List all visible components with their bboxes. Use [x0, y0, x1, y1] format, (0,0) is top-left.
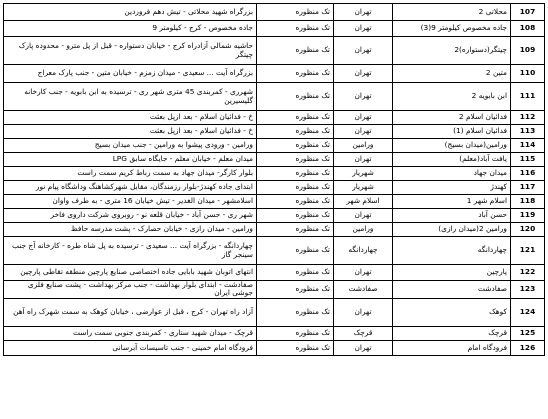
station-name-cell: فرودگاه امام	[393, 340, 511, 355]
city-cell: چهاردانگه	[334, 237, 393, 265]
table-row	[4, 265, 545, 281]
table-row	[4, 237, 545, 265]
city-cell: شهریار	[334, 181, 393, 195]
station-type-cell: تک منظوره	[257, 265, 334, 281]
station-name-cell: ابن بابویه 2	[393, 83, 511, 111]
station-name-cell: کوهک	[393, 298, 511, 326]
row-number-cell: 119	[511, 209, 545, 223]
station-type-cell: تک منظوره	[257, 65, 334, 83]
address-cell: جاده مخصوص - کرج - کیلومتر 9	[4, 21, 257, 37]
station-name-cell: یافت آباد(معلم)	[393, 153, 511, 167]
table-row	[4, 4, 545, 21]
city-cell: ورامین	[334, 139, 393, 153]
station-type-cell: تک منظوره	[257, 37, 334, 65]
row-number-cell: 115	[511, 153, 545, 167]
station-type-cell: تک منظوره	[257, 153, 334, 167]
address-cell: ورامین - ورودی پیشوا به ورامین - جنب میدان بسیج	[4, 139, 257, 153]
address-cell: چهاردانگه - بزرگراه آیت ... سعیدی - ترسیده به پل شاه طره - کارخانه آج جنب سینجر گاز	[4, 237, 257, 265]
station-type-cell: تک منظوره	[257, 237, 334, 265]
station-type-cell: تک منظوره	[257, 181, 334, 195]
city-cell: تهران	[334, 65, 393, 83]
station-name-cell: فدائیان اسلام (1)	[393, 125, 511, 139]
city-cell: تهران	[334, 21, 393, 37]
address-cell: خ - فدائیان اسلام - بعد ازپل بعثت	[4, 111, 257, 125]
city-cell: تهران	[334, 37, 393, 65]
station-type-cell: تک منظوره	[257, 125, 334, 139]
city-cell: تهران	[334, 153, 393, 167]
city-cell: صفادشت	[334, 281, 393, 299]
row-number-cell: 107	[511, 4, 545, 21]
station-type-cell: تک منظوره	[257, 340, 334, 355]
station-name-cell: متین 2	[393, 65, 511, 83]
city-cell: اسلام شهر	[334, 195, 393, 209]
city-cell: تهران	[334, 298, 393, 326]
city-cell: قرچک	[334, 326, 393, 340]
row-number-cell: 109	[511, 37, 545, 65]
address-cell: بزرگراه آیت ... سعیدی - میدان زمزم - خیابان متین - جنب پارک معراج	[4, 65, 257, 83]
row-number-cell: 116	[511, 167, 545, 181]
table-row	[4, 340, 545, 355]
table-row	[4, 37, 545, 65]
row-number-cell: 121	[511, 237, 545, 265]
table-row	[4, 65, 545, 83]
station-type-cell: تک منظوره	[257, 281, 334, 299]
row-number-cell: 111	[511, 83, 545, 111]
station-name-cell: صفادشت	[393, 281, 511, 299]
city-cell: تهران	[334, 265, 393, 281]
city-cell: ورامین	[334, 223, 393, 237]
station-name-cell: پارچین	[393, 265, 511, 281]
station-name-cell: فدائیان اسلام 2	[393, 111, 511, 125]
address-cell: حاشیه شمالی آزادراه کرج - خیابان دستواره - قبل از پل مترو - محدوده پارک چیتگر	[4, 37, 257, 65]
address-cell: بلوار کارگر- میدان جهاد به سمت رباط کریم سمت راست	[4, 167, 257, 181]
table-row	[4, 223, 545, 237]
address-cell: انتهای اتوبان شهید بابایی جاده اختصاصی صنایع پارچین منطقه تقاطی پارچین	[4, 265, 257, 281]
table-row	[4, 281, 545, 299]
city-cell: تهران	[334, 125, 393, 139]
row-number-cell: 118	[511, 195, 545, 209]
station-type-cell: تک منظوره	[257, 167, 334, 181]
address-cell: میدان معلم - خیابان معلم - جایگاه سابق LPG	[4, 153, 257, 167]
station-type-cell: تک منظوره	[257, 83, 334, 111]
station-name-cell: جاده مخصوص کیلومتر 9(3)	[393, 21, 511, 37]
station-type-cell: تک منظوره	[257, 223, 334, 237]
table-row	[4, 298, 545, 326]
city-cell: تهران	[334, 209, 393, 223]
station-type-cell: تک منظوره	[257, 139, 334, 153]
station-name-cell: میدان جهاد	[393, 167, 511, 181]
address-cell: بزرگراه شهید محلاتی - تیش دهم فروردین	[4, 4, 257, 21]
city-cell: تهران	[334, 111, 393, 125]
table-row	[4, 83, 545, 111]
address-cell: شهرری - کمربندی 45 متری شهر ری - ترسیده به ابن بابویه - جنب کارخانه گلیسیرین	[4, 83, 257, 111]
address-cell: خ - فدائیان اسلام - بعد ازپل بعثت	[4, 125, 257, 139]
stations-table	[3, 3, 545, 356]
station-type-cell: تک منظوره	[257, 4, 334, 21]
address-cell: قرچک - میدان شهید ستاری - کمربندی جنوبی سمت راست	[4, 326, 257, 340]
row-number-cell: 114	[511, 139, 545, 153]
station-name-cell: محلاتی 2	[393, 4, 511, 21]
address-cell: آزاد راه تهران - کرج ، قبل از عوارضی ، خیابان کوهک به سمت شهرک راه آهن	[4, 298, 257, 326]
table-row	[4, 139, 545, 153]
table-row	[4, 209, 545, 223]
city-cell: شهریار	[334, 167, 393, 181]
station-name-cell: کهندژ	[393, 181, 511, 195]
row-number-cell: 125	[511, 326, 545, 340]
row-number-cell: 108	[511, 21, 545, 37]
station-name-cell: اسلام شهر 1	[393, 195, 511, 209]
city-cell: تهران	[334, 4, 393, 21]
station-type-cell: تک منظوره	[257, 298, 334, 326]
address-cell: ابتدای جاده کهندژ-بلوار رزمندگان، مقابل شهرکشاهنگ وداشگاه پیام نور	[4, 181, 257, 195]
city-cell: تهران	[334, 83, 393, 111]
table-row	[4, 167, 545, 181]
address-cell: ورامین - میدان رازی - خیابان حصارک - پشت مدرسه حافظ	[4, 223, 257, 237]
table-row	[4, 21, 545, 37]
station-name-cell: چیتگر(دستواره)2	[393, 37, 511, 65]
station-type-cell: تک منظوره	[257, 209, 334, 223]
address-cell: فرودگاه امام خمینی - جنب تاسیسات آبرسانی	[4, 340, 257, 355]
station-name-cell: ورامین 2(میدان رازی)	[393, 223, 511, 237]
stations-table-body	[4, 4, 545, 356]
city-cell: تهران	[334, 340, 393, 355]
table-row	[4, 153, 545, 167]
row-number-cell: 110	[511, 65, 545, 83]
row-number-cell: 122	[511, 265, 545, 281]
row-number-cell: 113	[511, 125, 545, 139]
row-number-cell: 112	[511, 111, 545, 125]
table-row	[4, 111, 545, 125]
table-row	[4, 195, 545, 209]
station-type-cell: تک منظوره	[257, 326, 334, 340]
row-number-cell: 124	[511, 298, 545, 326]
station-name-cell: ورامین(میدان بسیج)	[393, 139, 511, 153]
row-number-cell: 126	[511, 340, 545, 355]
table-row	[4, 125, 545, 139]
station-type-cell: تک منظوره	[257, 195, 334, 209]
address-cell: اسلامشهر - میدان الغدیر - تیش خیابان 16 متری - به طرف واوان	[4, 195, 257, 209]
address-cell: صفادشت - ابتدای بلوار بهداشت - جنب مرکز بهداشت - پشت صنایع فلزی جوشی ایران	[4, 281, 257, 299]
station-name-cell: چهاردانگه	[393, 237, 511, 265]
station-name-cell: قرچک	[393, 326, 511, 340]
row-number-cell: 123	[511, 281, 545, 299]
table-row	[4, 181, 545, 195]
row-number-cell: 120	[511, 223, 545, 237]
table-row	[4, 326, 545, 340]
station-name-cell: حسن آباد	[393, 209, 511, 223]
row-number-cell: 117	[511, 181, 545, 195]
address-cell: شهر ری - حسن آباد - خیابان قلعه نو - روبروی شرکت داروی فاخر	[4, 209, 257, 223]
station-type-cell: تک منظوره	[257, 21, 334, 37]
station-type-cell: تک منظوره	[257, 111, 334, 125]
